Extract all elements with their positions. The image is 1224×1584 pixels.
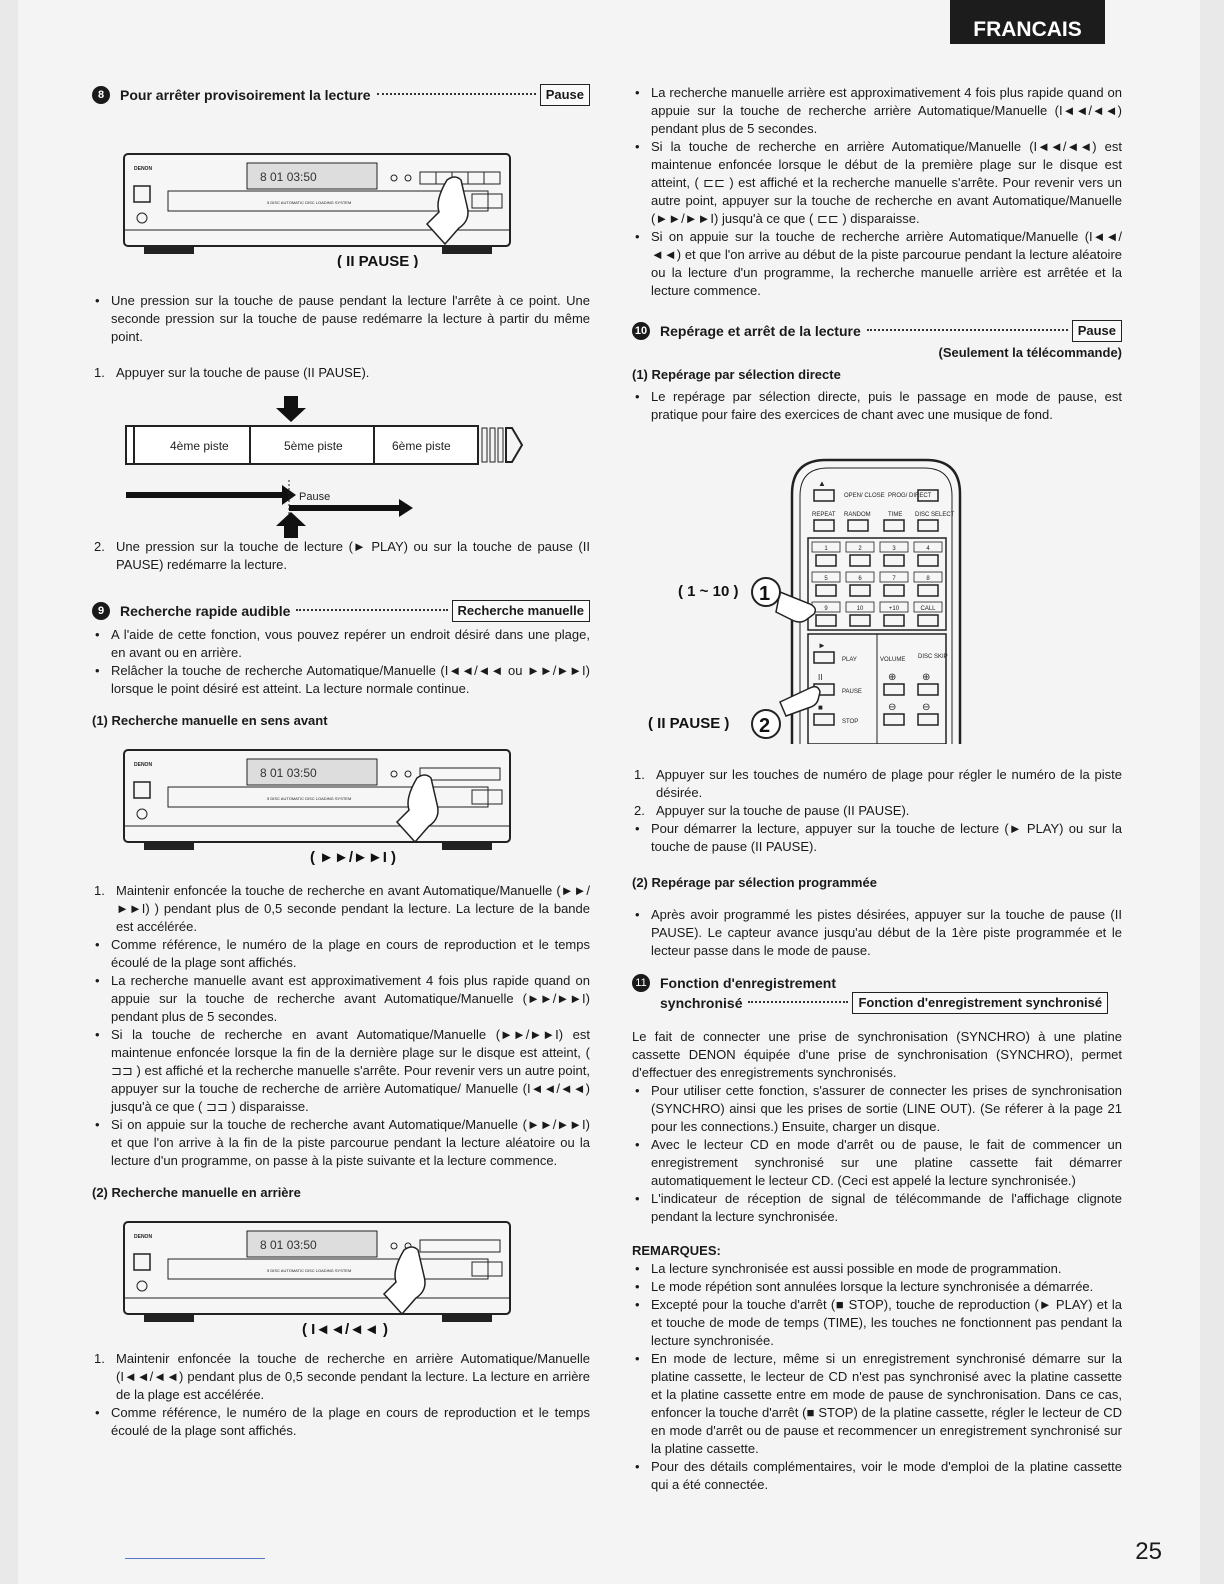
sync-bullet: • Avec le lecteur CD en mode d'arrêt ou de pause, le fait de commencer un enregistrement synchronisé sur une platine cassette fait démarrer automatiquement le lecteur CD. (Ceci est appelé la lecture synchronisée.) xyxy=(632,1136,1122,1190)
svg-text:8 01 03:50: 8 01 03:50 xyxy=(260,766,317,780)
track-label: 6ème piste xyxy=(392,439,451,453)
section-8-heading xyxy=(92,84,590,106)
track-label: 4ème piste xyxy=(170,439,229,453)
pause-bullet: • Une pression sur la touche de pause pendant la lecture l'arrête à ce point. Une seconde pression sur la touche de pause redémarre la lecture à partir du même point. xyxy=(92,292,590,346)
number-key-label: 3 xyxy=(892,546,896,552)
programmed-bullet: • Après avoir programmé les pistes désirées, appuyer sur la touche de pause (II PAUSE). Le capteur avance jusqu'au début de la 1ère piste programmée et le lecteur passe dans le mode de pause. xyxy=(632,906,1122,960)
cd-player-figure-reverse xyxy=(92,1212,590,1340)
direct-bullet: • Le repérage par sélection directe, puis le passage en mode de pause, est pratique pour faire des exercices de chant avec une musique de fond. xyxy=(632,388,1122,424)
direct-bullet: • Pour démarrer la lecture, appuyer sur la touche de lecture (► PLAY) ou sur la touche de pause (II PAUSE). xyxy=(632,820,1122,856)
pause-label: Pause xyxy=(299,491,331,503)
reverse-bullet: • La recherche manuelle arrière est approximativement 4 fois plus rapide quand on appuie sur la touche de recherche arrière Automatique/Manuelle (I◄◄/◄◄) pendant plus de 5 secondes. xyxy=(632,84,1122,138)
reverse-bullet: • Si on appuie sur la touche de recherche arrière Automatique/Manuelle (I◄◄/◄◄) et que l'on arrive au début de la piste parcourue pendant la lecture aléatoire ou la lecture d'un programme, la recherche manuelle arrière est arrêtée et la lecture commence. xyxy=(632,228,1122,300)
section-number-badge: 11 xyxy=(632,974,650,992)
page-number: 25 xyxy=(1135,1538,1162,1565)
left-column xyxy=(92,84,590,1440)
section-title: synchronisé xyxy=(660,995,743,1011)
panel-text: 5 DISC AUTOMATIC DISC LOADING SYSTEM xyxy=(267,796,352,801)
number-key-label: 9 xyxy=(824,606,828,612)
reverse-step-1: 1. Maintenir enfoncée la touche de recherche en arrière Automatique/Manuelle (I◄◄/◄◄) pendant plus de 0,5 seconde pendant la lecture. La lecture en arrière de la plage est accélérée. xyxy=(94,1351,590,1402)
button-label: TIME xyxy=(888,512,903,518)
figure-caption: ( ►►/►►I ) xyxy=(310,849,397,866)
svg-text:8 01 03:50: 8 01 03:50 xyxy=(260,170,317,184)
number-key-label: 4 xyxy=(926,546,930,552)
sync-bullet: • Pour utiliser cette fonction, s'assurer de connecter les prises de synchronisation (SYNCHRO) ainsi que les prises de sortie (LINE OUT). (Se réferer à la page 21 pour les connections.) Ensuite, charger un disque. xyxy=(632,1082,1122,1136)
leader-dots xyxy=(867,328,1068,331)
number-key-label: 2 xyxy=(858,546,862,552)
svg-text:⊕: ⊕ xyxy=(888,672,897,683)
section-9-heading xyxy=(92,600,590,622)
section-label-box: Pause xyxy=(540,84,590,106)
button-label: PROG/ DIRECT xyxy=(888,493,932,499)
callout-label: ( II PAUSE ) xyxy=(648,715,730,732)
leader-dots xyxy=(748,1000,848,1003)
number-key-label: 1 xyxy=(824,546,828,552)
svg-text:2: 2 xyxy=(759,715,771,737)
remark-item: • Excepté pour la touche d'arrêt (■ STOP), touche de reproduction (► PLAY) et la et touche de mode de temps (TIME), les touches ne fonctionnent pas pendant la lecture synchronisée. xyxy=(632,1296,1122,1350)
svg-text:8 01 03:50: 8 01 03:50 xyxy=(260,1238,317,1252)
down-arrow-icon xyxy=(276,396,306,422)
subheading-reverse: (2) Recherche manuelle en arrière xyxy=(92,1185,301,1200)
button-label: STOP xyxy=(842,719,859,725)
reverse-bullet: • Comme référence, le numéro de la plage en cours de reproduction et le temps écoulé de la plage sont affichés. xyxy=(92,1404,590,1440)
language-tab: FRANCAIS xyxy=(950,0,1105,44)
number-key-label: 8 xyxy=(926,576,930,582)
number-key-label: 10 xyxy=(856,606,864,612)
forward-bullet: • Comme référence, le numéro de la plage en cours de reproduction et le temps écoulé de la plage sont affichés. xyxy=(92,936,590,972)
svg-text:▲: ▲ xyxy=(818,479,826,488)
number-key-label: 7 xyxy=(892,576,896,582)
search-bullet: • Relâcher la touche de recherche Automatique/Manuelle (I◄◄/◄◄ ou ►►/►►I) lorsque le point désiré est atteint. La lecture normale continue. xyxy=(92,662,590,698)
section-title: Pour arrêter provisoirement la lecture xyxy=(120,87,371,103)
button-label: DISC SELECT xyxy=(915,512,955,518)
number-key-label: 5 xyxy=(824,576,828,582)
section-title: Repérage et arrêt de la lecture xyxy=(660,323,861,339)
svg-text:⊖: ⊖ xyxy=(888,702,897,713)
brand-logo: DENON xyxy=(134,762,153,768)
number-key-label: 6 xyxy=(858,576,862,582)
button-label: VOLUME xyxy=(880,657,906,663)
button-label: RANDOM xyxy=(844,512,871,518)
direct-step-1: 1. Appuyer sur les touches de numéro de plage pour régler le numéro de la piste désirée. xyxy=(634,767,1122,800)
pause-step-2: 2. Une pression sur la touche de lecture (► PLAY) ou sur la touche de pause (II PAUSE) redémarre la lecture. xyxy=(94,539,590,572)
svg-text:►: ► xyxy=(818,641,826,650)
track-pause-diagram xyxy=(92,388,590,538)
section-10-heading xyxy=(632,320,1122,342)
track-label: 5ème piste xyxy=(284,439,343,453)
button-label: REPEAT xyxy=(812,512,836,518)
section-number-badge: 10 xyxy=(632,322,650,340)
brand-logo: DENON xyxy=(134,166,153,172)
svg-text:II: II xyxy=(818,673,823,682)
remark-item: • La lecture synchronisée est aussi possible en mode de programmation. xyxy=(632,1260,1122,1278)
remote-only-note: (Seulement la télécommande) xyxy=(938,345,1122,360)
svg-text:1: 1 xyxy=(759,583,771,605)
remark-item: • En mode de lecture, même si un enregistrement synchronisé démarre sur la platine cassette, le lecteur de CD n'est pas synchronisé avec la platine cassette et la platine cassette entre em mode de pause de synchronisation. Dans ce cas, enfoncer la touche d'arrêt (■ STOP) de la platine cassette, régler le lecteur de CD en mode d'arrêt ou de pause et recommencer un enregistrement synchronisé sur la platine cassette. xyxy=(632,1350,1122,1458)
subheading-forward: (1) Recherche manuelle en sens avant xyxy=(92,713,328,728)
cd-player-figure-forward xyxy=(92,740,590,868)
forward-bullet: • La recherche manuelle avant est approximativement 4 fois plus rapide quand on appuie sur la touche de recherche avant Automatique/Manuelle (►►/►►I) pendant plus de 5 secondes. xyxy=(92,972,590,1026)
sync-bullet: • L'indicateur de réception de signal de télécommande de l'affichage clignote pendant la lecture synchronisée. xyxy=(632,1190,1122,1226)
remote-control-figure xyxy=(632,444,1122,744)
panel-text: 5 DISC AUTOMATIC DISC LOADING SYSTEM xyxy=(267,1268,352,1273)
svg-text:■: ■ xyxy=(818,703,823,712)
button-label: DISC SKIP xyxy=(918,654,948,660)
forward-step-1: 1. Maintenir enfoncée la touche de recherche en avant Automatique/Manuelle (►►/►►I) ) pendant plus de 0,5 seconde pendant la lecture. La lecture de la bande est accélérée. xyxy=(94,883,590,934)
forward-bullet: • Si la touche de recherche en avant Automatique/Manuelle (►►/►►I) est maintenue enfoncée lorsque la fin de la dernière plage sur le disque est atteint, ( ⊐⊐ ) est affiché et la recherche manuelle s'arrête. Pour revenir vers un autre point, appuyer sur la touche de recherche de arrière Automatique/ Manuelle (I◄◄/◄◄) jusqu'à ce que ( ⊐⊐ ) disparaisse. xyxy=(92,1026,590,1116)
up-arrow-icon xyxy=(276,512,306,538)
figure-caption: ( II PAUSE ) xyxy=(337,253,419,268)
section-title: Recherche rapide audible xyxy=(120,603,291,619)
search-bullet: • A l'aide de cette fonction, vous pouvez repérer un endroit désiré dans une plage, en avant ou en arrière. xyxy=(92,626,590,662)
section-label-box: Fonction d'enregistrement synchronisé xyxy=(852,992,1108,1014)
number-key-label: +10 xyxy=(888,606,900,612)
svg-text:⊖: ⊖ xyxy=(922,702,931,713)
leader-dots xyxy=(296,608,447,611)
section-11-heading xyxy=(632,974,1122,1014)
subheading-programmed: (2) Repérage par sélection programmée xyxy=(632,875,877,890)
leader-dots xyxy=(377,92,536,95)
pause-step-1: 1. Appuyer sur la touche de pause (II PAUSE). xyxy=(94,365,370,380)
remarks-heading: REMARQUES: xyxy=(632,1243,721,1258)
footer-link-line xyxy=(125,1558,265,1559)
button-label: PAUSE xyxy=(842,689,862,695)
sync-intro: Le fait de connecter une prise de synchronisation (SYNCHRO) à une platine cassette DENON équipée d'une prise de synchronisation (SYNCHRO), permet d'effectuer des enregistrements synchronisés. xyxy=(632,1029,1122,1080)
brand-logo: DENON xyxy=(134,1234,153,1240)
section-number-badge: 8 xyxy=(92,86,110,104)
number-key-label: CALL xyxy=(920,606,936,612)
button-label: PLAY xyxy=(842,657,857,663)
forward-bullet: • Si on appuie sur la touche de recherche avant Automatique/Manuelle (►►/►►I) et que l'on arrive à la fin de la piste parcourue pendant la lecture aléatoire ou la lecture d'un programme, on passe à la piste suivante et la lecture commence. xyxy=(92,1116,590,1170)
remark-item: • Pour des détails complémentaires, voir le mode d'emploi de la platine cassette qui a été connectée. xyxy=(632,1458,1122,1494)
section-label-box: Recherche manuelle xyxy=(452,600,590,622)
svg-text:⊕: ⊕ xyxy=(922,672,931,683)
reverse-bullet: • Si la touche de recherche en arrière Automatique/Manuelle (I◄◄/◄◄) est maintenue enfoncée lorsque le début de la première plage sur le disque est atteint, ( ⊏⊏ ) est affiché et la recherche manuelle s'arrête. Pour revenir vers un autre point, appuyer sur la touche de recherche en avant Automatique/Manuelle (►►/►►I) jusqu'à ce que ( ⊏⊏ ) disparaisse. xyxy=(632,138,1122,228)
section-title: Fonction d'enregistrement xyxy=(660,975,837,991)
direct-step-2: 2. Appuyer sur la touche de pause (II PAUSE). xyxy=(634,803,910,818)
callout-label: ( 1 ~ 10 ) xyxy=(678,583,739,600)
section-number-badge: 9 xyxy=(92,602,110,620)
button-label: OPEN/ CLOSE xyxy=(844,493,885,499)
remark-item: • Le mode répétion sont annulées lorsque la lecture synchronisée a démarrée. xyxy=(632,1278,1122,1296)
cd-player-figure-pause xyxy=(92,118,590,268)
figure-caption: ( I◄◄/◄◄ ) xyxy=(302,1321,389,1338)
subheading-direct: (1) Repérage par sélection directe xyxy=(632,367,841,382)
right-column xyxy=(632,84,1122,1494)
section-label-box: Pause xyxy=(1072,320,1122,342)
panel-text: 5 DISC AUTOMATIC DISC LOADING SYSTEM xyxy=(267,200,352,205)
progress-arrow xyxy=(126,485,296,505)
